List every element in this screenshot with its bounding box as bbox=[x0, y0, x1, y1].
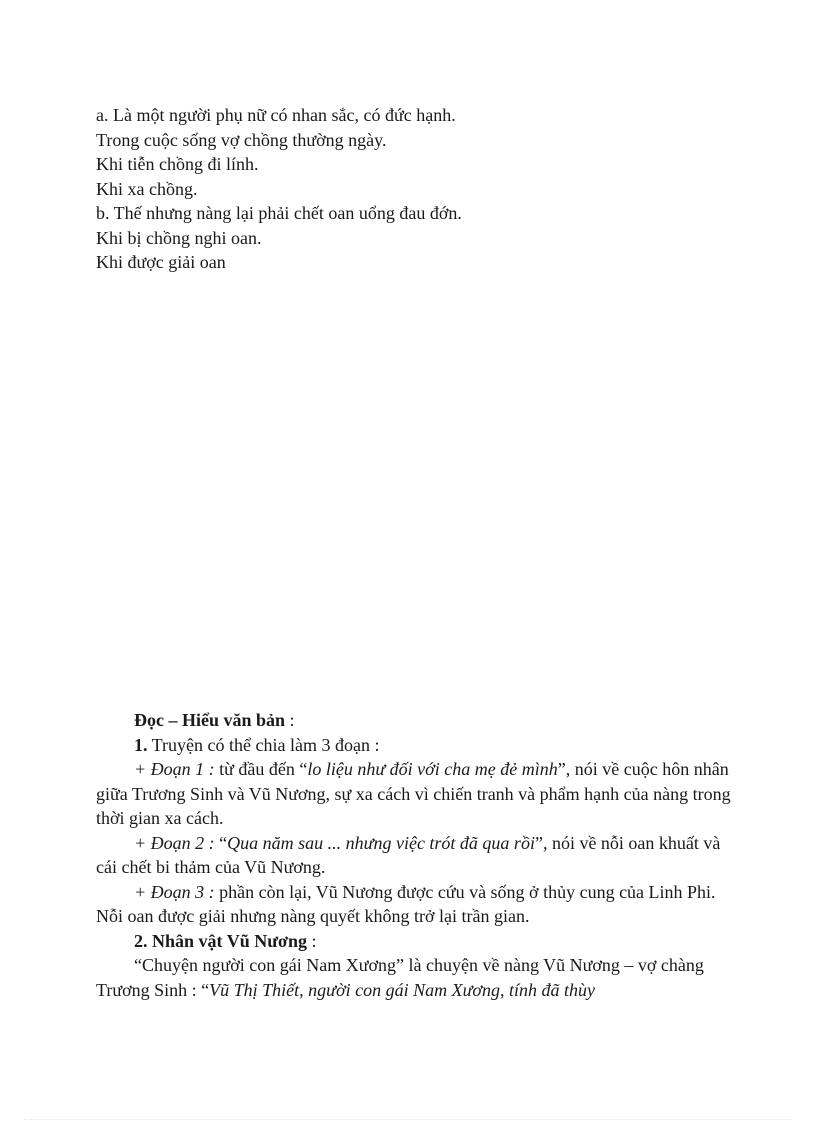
reading-section bbox=[96, 708, 736, 1002]
list-item: Khi tiễn chồng đi lính. bbox=[96, 154, 259, 174]
final-text: “Chuyện người con gái Nam Xương” là chuyện về nàng Vũ Nương – vợ chàng Trương Sinh : “ bbox=[96, 955, 704, 1000]
list-item: Khi bị chồng nghi oan. bbox=[96, 227, 262, 248]
section-heading-suffix: : bbox=[285, 710, 295, 730]
list-item: b. Thế nhưng nàng lại phải chết oan uổng đau đớn. bbox=[96, 203, 462, 223]
list-item: Trong cuộc sống vợ chồng thường ngày. bbox=[96, 129, 387, 150]
part3-paragraph bbox=[96, 880, 736, 929]
part2-quote: Qua năm sau ... nhưng việc trót đã qua rồi bbox=[227, 832, 535, 853]
final-quote: Vũ Thị Thiết, người con gái Nam Xương, tính đã thùy bbox=[209, 979, 595, 1000]
item2-heading: 2. Nhân vật Vũ Nương bbox=[134, 930, 307, 951]
part3-label: + Đoạn 3 : bbox=[134, 881, 215, 902]
part3-text: phần còn lại, Vũ Nương được cứu và sống ở thủy cung của Linh Phi. Nỗi oan được giải nhưng nàng quyết không trở lại trần gian. bbox=[96, 881, 716, 926]
item1-text: Truyện có thể chia làm 3 đoạn : bbox=[147, 734, 380, 755]
part2-label: + Đoạn 2 : bbox=[134, 832, 215, 853]
part1-text-b: ”, nói về cuộc hôn nhân giữa Trương Sinh và Vũ Nương, sự xa cách vì chiến tranh và phẩm hạnh của nàng trong thời gian xa cách. bbox=[96, 759, 731, 828]
part1-label: + Đoạn 1 : bbox=[134, 759, 215, 779]
list-item: Khi xa chồng. bbox=[96, 178, 198, 199]
section-heading bbox=[96, 708, 736, 733]
list-item: Khi được giải oan bbox=[96, 252, 226, 272]
item2-paragraph bbox=[96, 929, 736, 954]
item1-number: 1. bbox=[134, 734, 148, 755]
part1-paragraph bbox=[96, 757, 736, 831]
part1-text-a: từ đầu đến “ bbox=[214, 759, 308, 779]
item1-paragraph bbox=[96, 733, 736, 758]
part1-quote: lo liệu như đối với cha mẹ đẻ mình bbox=[307, 759, 558, 779]
section-heading-text: Đọc – Hiểu văn bản bbox=[134, 710, 286, 730]
final-paragraph bbox=[96, 953, 736, 1002]
page-bottom-border bbox=[24, 1119, 792, 1120]
item2-suffix: : bbox=[306, 930, 317, 951]
part2-text-b: ”, nói về nỗi oan khuất và cái chết bi thảm của Vũ Nương. bbox=[96, 832, 721, 877]
outline-list bbox=[96, 103, 736, 275]
part2-paragraph bbox=[96, 831, 736, 880]
part2-text-a: “ bbox=[214, 832, 228, 853]
list-item: a. Là một người phụ nữ có nhan sắc, có đức hạnh. bbox=[96, 105, 456, 125]
